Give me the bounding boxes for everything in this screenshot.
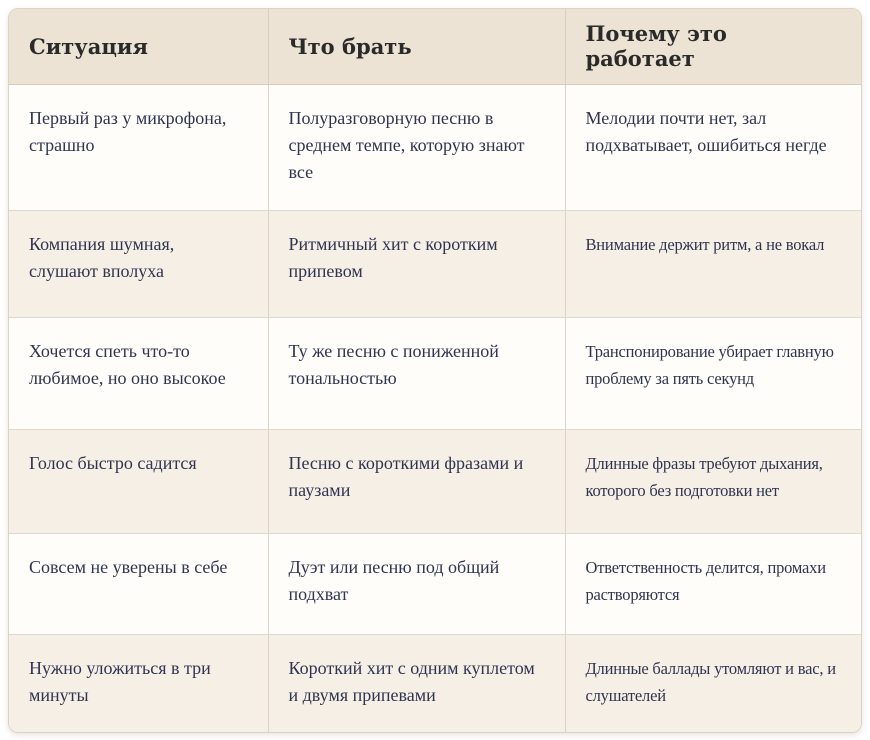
cell-situation: Хочется спеть что-то любимое, но оно высокое — [9, 317, 268, 429]
header-row — [9, 9, 861, 84]
table-row — [9, 533, 861, 634]
cell-situation: Компания шумная, слушают вполуха — [9, 210, 268, 317]
cell-what-to-pick: Песню с короткими фразами и паузами — [268, 429, 565, 533]
cell-why-it-works: Ответственность делится, промахи растворяются — [565, 533, 861, 634]
cell-why-it-works: Длинные баллады утомляют и вас, и слушателей — [565, 634, 861, 732]
cell-why-it-works: Внимание держит ритм, а не вокал — [565, 210, 861, 317]
cell-why-it-works: Транспонирование убирает главную проблему за пять секунд — [565, 317, 861, 429]
table-row — [9, 210, 861, 317]
header-what-to-pick: Что брать — [268, 9, 565, 84]
header-situation: Ситуация — [9, 9, 268, 84]
cell-what-to-pick: Ритмичный хит с коротким припевом — [268, 210, 565, 317]
cell-situation: Голос быстро садится — [9, 429, 268, 533]
cell-why-it-works: Длинные фразы требуют дыхания, которого без подготовки нет — [565, 429, 861, 533]
cell-why-it-works: Мелодии почти нет, зал подхватывает, ошибиться негде — [565, 84, 861, 210]
comparison-table — [9, 9, 861, 732]
cell-what-to-pick: Дуэт или песню под общий подхват — [268, 533, 565, 634]
table-row — [9, 429, 861, 533]
table-card — [8, 8, 862, 733]
cell-what-to-pick: Короткий хит с одним куплетом и двумя припевами — [268, 634, 565, 732]
table-row — [9, 634, 861, 732]
table-row — [9, 317, 861, 429]
cell-what-to-pick: Ту же песню с пониженной тональностью — [268, 317, 565, 429]
cell-situation: Нужно уложиться в три минуты — [9, 634, 268, 732]
cell-situation: Первый раз у микрофона, страшно — [9, 84, 268, 210]
header-why-it-works: Почему это работает — [565, 9, 861, 84]
table-row — [9, 84, 861, 210]
cell-what-to-pick: Полуразговорную песню в среднем темпе, которую знают все — [268, 84, 565, 210]
cell-situation: Совсем не уверены в себе — [9, 533, 268, 634]
